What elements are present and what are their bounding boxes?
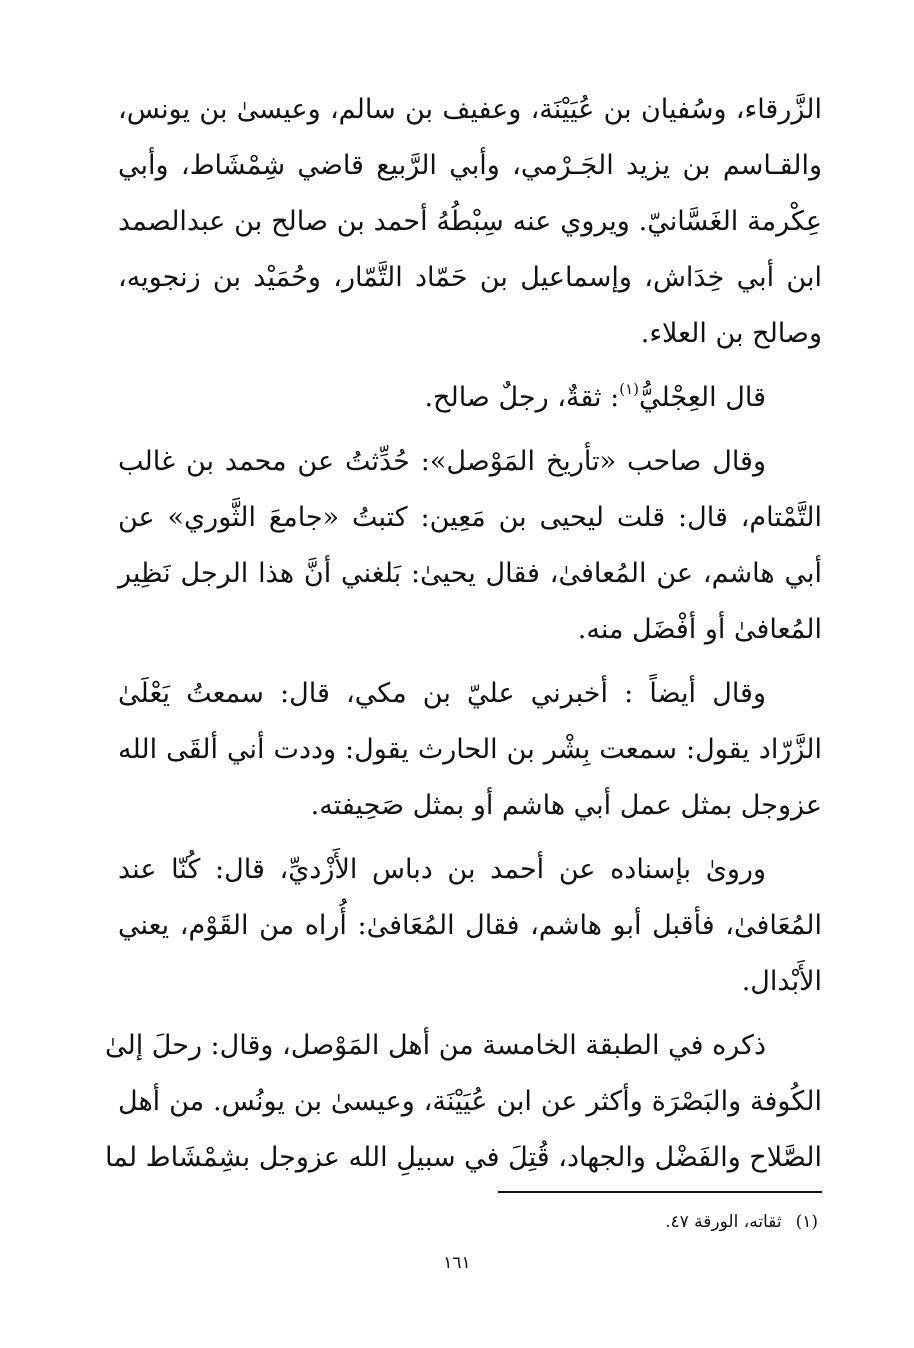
text-line: وقال أيضاً : أخبرني عليّ بن مكي، قال: سمعتُ يَعْلَىٰ: [118, 678, 766, 709]
text-line: الزَّرقاء، وسُفيان بن عُيَيْنَة، وعفيف بن سالم، وعيسىٰ بن يونس،: [118, 94, 822, 125]
paragraph-6: [104, 1018, 822, 1186]
text-line: [118, 370, 822, 426]
text-line: الصَّلاح والفَضْل والجهاد، قُتِلَ في سبيلِ الله عزوجل بشِمْشَاط لما: [105, 1142, 822, 1173]
footnote-text: ثقاته، الورقة ٤٧.: [665, 1212, 782, 1232]
paragraph-1: [118, 82, 822, 362]
text-line: المُعَافىٰ، فأقبل أبو هاشم، فقال المُعَافىٰ: أُراه من القَوْم، يعني: [118, 910, 822, 941]
text-segment: قال العِجْليُّ: [639, 382, 766, 413]
text-line: الزَّرّاد يقول: سمعت بِشْر بن الحارث يقول: وددت أني ألقَى الله: [118, 734, 822, 765]
text-line: عِكْرمة الغَسَّانيّ. ويروي عنه سِبْطُهُ أحمد بن صالح بن عبدالصمد: [118, 206, 822, 237]
paragraph-5: [118, 842, 822, 1010]
paragraph-2: [118, 370, 822, 426]
text-line: أبي هاشم، عن المُعافىٰ، فقال يحيىٰ: بَلغني أنَّ هذا الرجل نَظِير: [118, 558, 822, 589]
text-line: ورویٰ بإسناده عن أحمد بن دباس الأَزْديِّ، قال: كُنّا عند: [118, 854, 766, 885]
text-line: ذكره في الطبقة الخامسة من أهل المَوْصل، وقال: رحلَ إلىٰ: [104, 1030, 766, 1061]
footnote-number: (١): [795, 1212, 818, 1232]
footnote-reference[interactable]: (١): [619, 380, 640, 398]
text-line: المُعافىٰ أو أفْضَل منه.: [577, 614, 822, 645]
footnote-divider: [498, 1191, 822, 1193]
text-line: التَّمْتام، قال: قلت ليحيى بن مَعِين: كتبتُ «جامعَ الثَّوري» عن: [118, 502, 822, 533]
text-line: عزوجل بمثل عمل أبي هاشم أو بمثل صَحِيفته.: [310, 790, 822, 821]
text-segment: : ثقةٌ، رجلٌ صالح.: [424, 382, 620, 413]
paragraph-3: [118, 434, 822, 658]
paragraph-4: [118, 666, 822, 834]
text-line: وقال صاحب «تأريخ المَوْصل»: حُدِّثتُ عن محمد بن غالب: [118, 446, 766, 477]
footnote: [665, 1210, 818, 1234]
text-line: والقـاسم بن يزيد الجَـرْمي، وأبي الرَّبيع قاضي شِمْشَاط، وأبي: [118, 150, 822, 181]
page-number: ١٦١: [443, 1253, 471, 1273]
text-line: ابن أبي خِدَاش، وإسماعيل بن حَمّاد التَّمّار، وحُمَيْد بن زنجويه،: [118, 262, 822, 293]
text-line: الكُوفة والبَصْرَة وأكثر عن ابن عُيَيْنَة، وعيسىٰ بن يونُس. من أهل: [118, 1086, 822, 1117]
text-line: وصالح بن العلاء.: [640, 318, 822, 349]
text-line: الأَبْدال.: [741, 966, 822, 997]
main-text: [104, 82, 822, 1186]
